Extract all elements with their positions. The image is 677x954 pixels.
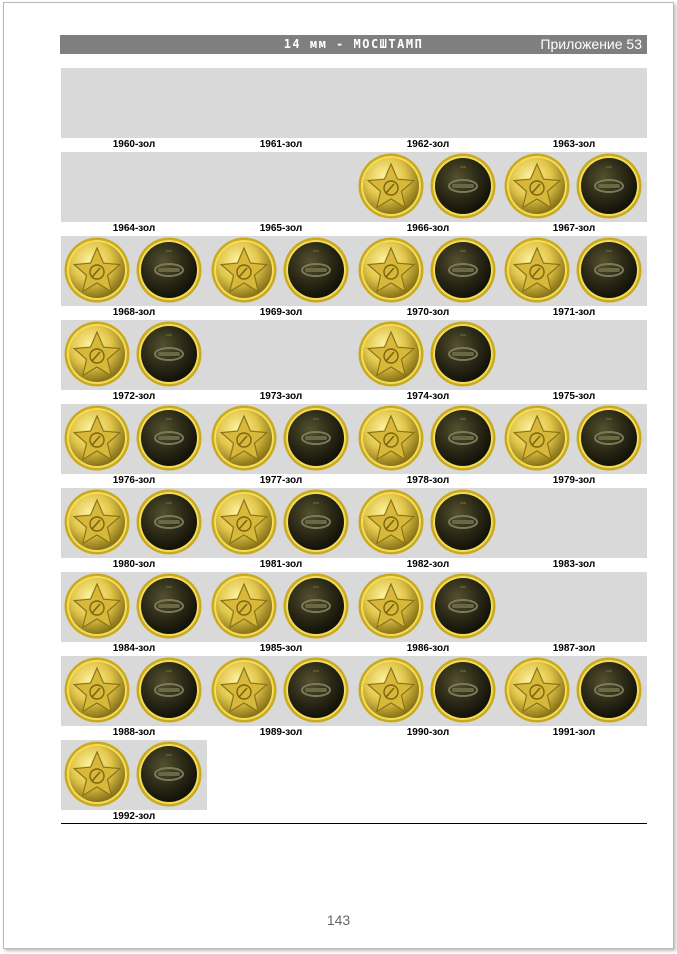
item-caption: 1974-зол [406, 391, 450, 402]
button-obverse-image [358, 321, 424, 387]
item-caption: 1976-зол [112, 475, 156, 486]
page-number: 143 [326, 912, 351, 928]
item-caption: 1968-зол [112, 307, 156, 318]
appendix-label: Приложение 53 [540, 36, 642, 52]
button-obverse-image [504, 405, 570, 471]
button-reverse-image [136, 321, 202, 387]
button-obverse-image [358, 153, 424, 219]
button-obverse-image [64, 741, 130, 807]
button-obverse-image [211, 405, 277, 471]
header-bar [60, 35, 647, 54]
item-caption: 1991-зол [552, 727, 596, 738]
button-obverse-image [504, 237, 570, 303]
item-caption: 1982-зол [406, 559, 450, 570]
button-reverse-image [283, 405, 349, 471]
item-caption: 1975-зол [552, 391, 596, 402]
catalog-item [208, 656, 354, 740]
item-caption: 1979-зол [552, 475, 596, 486]
catalog-item [61, 656, 207, 740]
item-caption: 1992-зол [112, 811, 156, 822]
catalog-item [208, 152, 354, 236]
item-caption: 1987-зол [552, 643, 596, 654]
button-reverse-image [576, 153, 642, 219]
catalog-item [61, 404, 207, 488]
button-reverse-image [283, 489, 349, 555]
catalog-item [61, 152, 207, 236]
catalog-item [501, 656, 647, 740]
button-obverse-image [211, 237, 277, 303]
catalog-item [61, 740, 207, 824]
item-caption: 1977-зол [259, 475, 303, 486]
button-obverse-image [358, 405, 424, 471]
catalog-item [355, 404, 501, 488]
button-obverse-image [64, 237, 130, 303]
catalog-item [61, 68, 207, 152]
item-caption: 1965-зол [259, 223, 303, 234]
catalog-item [501, 404, 647, 488]
catalog-item [501, 572, 647, 656]
item-caption: 1988-зол [112, 727, 156, 738]
header-title: 14 мм - МОСШТАМП [283, 37, 424, 51]
item-caption: 1964-зол [112, 223, 156, 234]
item-caption: 1972-зол [112, 391, 156, 402]
button-reverse-image [430, 153, 496, 219]
button-reverse-image [136, 657, 202, 723]
catalog-item [501, 236, 647, 320]
item-caption: 1989-зол [259, 727, 303, 738]
item-caption: 1990-зол [406, 727, 450, 738]
catalog-item [355, 236, 501, 320]
catalog-item [208, 236, 354, 320]
item-caption: 1970-зол [406, 307, 450, 318]
button-obverse-image [64, 405, 130, 471]
item-caption: 1967-зол [552, 223, 596, 234]
item-caption: 1983-зол [552, 559, 596, 570]
item-caption: 1961-зол [259, 139, 303, 150]
button-reverse-image [430, 657, 496, 723]
item-caption: 1985-зол [259, 643, 303, 654]
button-obverse-image [64, 657, 130, 723]
button-reverse-image [430, 321, 496, 387]
catalog-item [355, 656, 501, 740]
item-caption: 1980-зол [112, 559, 156, 570]
item-caption: 1984-зол [112, 643, 156, 654]
button-obverse-image [64, 573, 130, 639]
item-caption: 1973-зол [259, 391, 303, 402]
catalog-item [501, 320, 647, 404]
catalog-item [355, 572, 501, 656]
button-obverse-image [504, 153, 570, 219]
item-caption: 1969-зол [259, 307, 303, 318]
item-caption: 1962-зол [406, 139, 450, 150]
button-reverse-image [283, 657, 349, 723]
item-caption: 1986-зол [406, 643, 450, 654]
button-obverse-image [211, 489, 277, 555]
button-obverse-image [211, 657, 277, 723]
button-reverse-image [136, 573, 202, 639]
item-caption: 1971-зол [552, 307, 596, 318]
button-reverse-image [576, 657, 642, 723]
button-reverse-image [430, 489, 496, 555]
button-obverse-image [358, 237, 424, 303]
button-obverse-image [211, 573, 277, 639]
button-reverse-image [136, 237, 202, 303]
catalog-item [355, 488, 501, 572]
button-obverse-image [358, 657, 424, 723]
button-reverse-image [430, 237, 496, 303]
item-caption: 1978-зол [406, 475, 450, 486]
button-obverse-image [358, 573, 424, 639]
bottom-rule [61, 823, 647, 824]
item-caption: 1960-зол [112, 139, 156, 150]
button-obverse-image [504, 657, 570, 723]
catalog-item [355, 320, 501, 404]
catalog-item [61, 320, 207, 404]
catalog-item [61, 572, 207, 656]
button-obverse-image [358, 489, 424, 555]
button-reverse-image [136, 489, 202, 555]
catalog-item [208, 572, 354, 656]
catalog-item [501, 152, 647, 236]
button-obverse-image [64, 489, 130, 555]
button-reverse-image [430, 405, 496, 471]
button-obverse-image [64, 321, 130, 387]
catalog-item [501, 68, 647, 152]
catalog-item [208, 320, 354, 404]
catalog-item [208, 68, 354, 152]
button-reverse-image [283, 237, 349, 303]
catalog-item [61, 488, 207, 572]
button-reverse-image [283, 573, 349, 639]
button-reverse-image [430, 573, 496, 639]
button-reverse-image [136, 741, 202, 807]
item-caption: 1981-зол [259, 559, 303, 570]
item-caption: 1966-зол [406, 223, 450, 234]
catalog-item [208, 488, 354, 572]
button-reverse-image [576, 405, 642, 471]
button-reverse-image [136, 405, 202, 471]
catalog-item [501, 488, 647, 572]
catalog-item [208, 404, 354, 488]
catalog-item [61, 236, 207, 320]
catalog-item [355, 68, 501, 152]
item-caption: 1963-зол [552, 139, 596, 150]
catalog-item [355, 152, 501, 236]
button-reverse-image [576, 237, 642, 303]
